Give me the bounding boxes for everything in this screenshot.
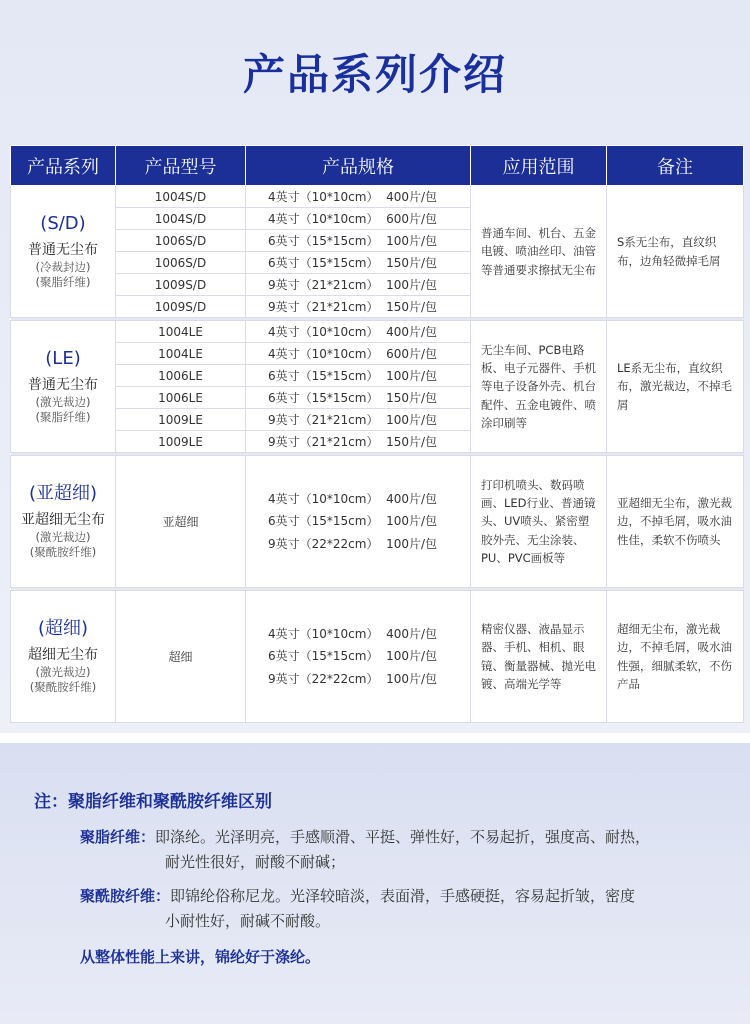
series-name: 超细无尘布 — [28, 646, 98, 663]
spec-cell: 6英寸（15*15cm） 100片/包 — [246, 365, 471, 387]
series-cell-sub-ultrafine — [11, 456, 116, 588]
series-name: 普通无尘布 — [28, 241, 98, 258]
header-application: 应用范围 — [471, 146, 607, 186]
polyester-text: 即涤纶。光泽明亮，手感顺滑、平挺、弹性好，不易起折，强度高、耐热， — [155, 828, 651, 846]
model-cell: 1004LE — [116, 343, 246, 365]
model-cell: 1009S/D — [116, 296, 246, 318]
series-name: 亚超细无尘布 — [21, 511, 105, 528]
table-row — [11, 186, 744, 208]
spec-cell: 6英寸（15*15cm） 150片/包 — [246, 252, 471, 274]
application-cell: 精密仪器、液晶显示器、手机、相机、眼镜、衡量器械、抛光电镀、高端光学等 — [471, 591, 607, 723]
application-cell: 无尘车间、PCB电路板、电子元器件、手机等电子设备外壳、机台配件、五金电镀件、喷涂印刷等 — [471, 321, 607, 453]
model-cell: 1004S/D — [116, 186, 246, 208]
table-row — [11, 321, 744, 343]
spec-cell — [246, 456, 471, 588]
note-polyamide — [80, 884, 720, 934]
header-series: 产品系列 — [11, 146, 116, 186]
section-divider — [0, 733, 750, 743]
spec-line: 9英寸（22*22cm） 100片/包 — [268, 671, 438, 686]
model-cell: 1009LE — [116, 431, 246, 453]
spec-line: 4英寸（10*10cm） 400片/包 — [268, 492, 438, 507]
series-sub: (冷裁封边) — [35, 259, 91, 274]
model-cell: 1009S/D — [116, 274, 246, 296]
remark-cell: S系无尘布，直纹织布，边角轻微掉毛屑 — [607, 186, 744, 318]
note-title: 注：聚脂纤维和聚酰胺纤维区别 — [34, 792, 272, 812]
header-spec: 产品规格 — [246, 146, 471, 186]
series-name: 普通无尘布 — [28, 376, 98, 393]
polyester-label: 聚脂纤维： — [80, 828, 156, 846]
model-cell: 1006LE — [116, 365, 246, 387]
remark-cell: 亚超细无尘布，激光裁边，不掉毛屑，吸水油性佳，柔软不伤喷头 — [607, 456, 744, 588]
header-model: 产品型号 — [116, 146, 246, 186]
remark-cell: 超细无尘布，激光裁边，不掉毛屑，吸水油性强，细腻柔软，不伤产品 — [607, 591, 744, 723]
model-cell: 1006LE — [116, 387, 246, 409]
table-row — [11, 456, 744, 588]
series-cell-ultrafine — [11, 591, 116, 723]
spec-line: 9英寸（22*22cm） 100片/包 — [268, 536, 438, 551]
model-cell: 1006S/D — [116, 252, 246, 274]
spec-cell: 4英寸（10*10cm） 600片/包 — [246, 343, 471, 365]
spec-line: 6英寸（15*15cm） 100片/包 — [268, 514, 438, 529]
spec-line: 4英寸（10*10cm） 400片/包 — [268, 627, 438, 642]
spec-cell: 4英寸（10*10cm） 600片/包 — [246, 208, 471, 230]
page-title: 产品系列介绍 — [242, 50, 507, 99]
series-sub: (聚脂纤维) — [35, 410, 91, 425]
spec-cell: 9英寸（21*21cm） 100片/包 — [246, 274, 471, 296]
model-cell: 亚超细 — [116, 456, 246, 588]
series-sub: (激光裁边) — [35, 664, 91, 679]
application-cell: 普通车间、机台、五金电镀、喷油丝印、油管等普通要求擦拭无尘布 — [471, 186, 607, 318]
model-cell: 1006S/D — [116, 230, 246, 252]
series-sub: (聚脂纤维) — [35, 275, 91, 290]
series-sub: (激光裁边) — [35, 529, 91, 544]
series-cell-sd — [11, 186, 116, 318]
model-cell: 1004LE — [116, 321, 246, 343]
series-sub: (聚酰胺纤维) — [29, 545, 97, 560]
table-header-row — [11, 146, 744, 186]
series-code: (亚超细) — [28, 483, 98, 505]
spec-cell: 9英寸（21*21cm） 150片/包 — [246, 296, 471, 318]
series-code: (LE) — [45, 348, 81, 370]
note-polyester — [80, 825, 720, 875]
polyamide-text-continued: 小耐性好，耐碱不耐酸。 — [165, 912, 331, 930]
polyamide-label: 聚酰胺纤维： — [80, 887, 171, 905]
series-sub: (聚酰胺纤维) — [29, 680, 97, 695]
spec-line: 6英寸（15*15cm） 100片/包 — [268, 649, 438, 664]
polyester-text-continued: 耐光性很好，耐酸不耐碱； — [165, 853, 346, 871]
application-cell: 打印机喷头、数码喷画、LED行业、普通镜头、UV喷头、紧密塑胶外壳、无尘涂装、PU、PVC画板等 — [471, 456, 607, 588]
spec-cell: 9英寸（21*21cm） 150片/包 — [246, 431, 471, 453]
product-spec-table — [10, 145, 744, 723]
note-conclusion: 从整体性能上来讲，锦纶好于涤纶。 — [80, 948, 321, 966]
model-cell: 1009LE — [116, 409, 246, 431]
spec-cell: 9英寸（21*21cm） 100片/包 — [246, 409, 471, 431]
note-panel — [0, 743, 750, 1024]
spec-cell — [246, 591, 471, 723]
series-code: (S/D) — [40, 213, 86, 235]
model-cell: 1004S/D — [116, 208, 246, 230]
series-sub: (激光裁边) — [35, 394, 91, 409]
spec-cell: 4英寸（10*10cm） 400片/包 — [246, 186, 471, 208]
spec-cell: 6英寸（15*15cm） 150片/包 — [246, 387, 471, 409]
spec-cell: 4英寸（10*10cm） 400片/包 — [246, 321, 471, 343]
header-remark: 备注 — [607, 146, 744, 186]
polyamide-text: 即锦纶俗称尼龙。光泽较暗淡，表面滑，手感硬挺，容易起折皱，密度 — [170, 887, 636, 905]
table-row — [11, 591, 744, 723]
remark-cell: LE系无尘布，直纹织布，激光裁边，不掉毛屑 — [607, 321, 744, 453]
spec-cell: 6英寸（15*15cm） 100片/包 — [246, 230, 471, 252]
series-code: (超细) — [37, 618, 89, 640]
model-cell: 超细 — [116, 591, 246, 723]
series-cell-le — [11, 321, 116, 453]
